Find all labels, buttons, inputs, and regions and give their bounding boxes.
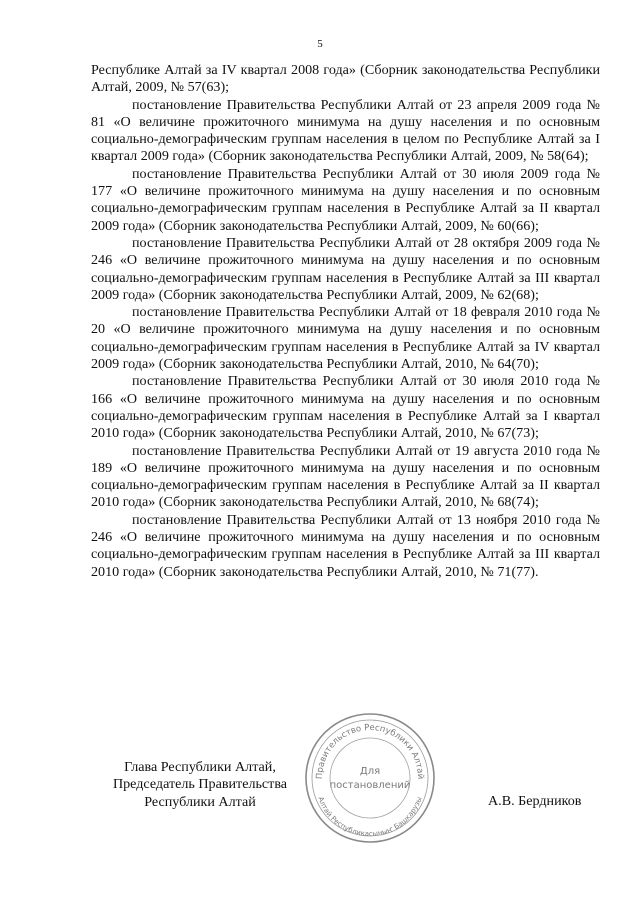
signatory-title-line: Республики Алтай — [144, 793, 256, 810]
signatory-title-line: Председатель Правительства — [112, 776, 288, 793]
paragraph: постановление Правительства Республики Алтай от 23 апреля 2009 года № 81 «О величине прожиточного минимума на душу населения и по основным социально-демографическим группам населения в целом по Республике Алтай за I квартал 2009 года» (Сборник законодательства Республики Алтай, 2009, № 58(64); — [91, 96, 600, 165]
official-seal — [302, 710, 438, 846]
signatory-title — [100, 759, 300, 811]
paragraph: постановление Правительства Республики Алтай от 30 июля 2009 года № 177 «О величине прожиточного минимума на душу населения и по основным социально-демографическим группам населения в Республике Алтай за II квартал 2009 года» (Сборник законодательства Республики Алтай, 2009, № 60(66); — [91, 165, 600, 234]
paragraph: постановление Правительства Республики Алтай от 28 октября 2009 года № 246 «О величине прожиточного минимума на душу населения и по основным социально-демографическим группам населения в Республике Алтай за III квартал 2009 года» (Сборник законодательства Республики Алтай, 2009, № 62(68); — [91, 234, 600, 303]
paragraph: постановление Правительства Республики Алтай от 13 ноября 2010 года № 246 «О величине прожиточного минимума на душу населения и по основным социально-демографическим группам населения в Республике Алтай за III квартал 2010 года» (Сборник законодательства Республики Алтай, 2010, № 71(77). — [91, 511, 600, 580]
document-body — [91, 62, 600, 581]
page-number: 5 — [317, 38, 323, 50]
paragraph: постановление Правительства Республики Алтай от 18 февраля 2010 года № 20 «О величине прожиточного минимума на душу населения и по основным социально-демографическим группам населения в Республике Алтай за IV квартал 2009 года» (Сборник законодательства Республики Алтай, 2010, № 64(70); — [91, 304, 600, 373]
seal-ring-text: Правительство Республики Алтай — [314, 722, 426, 780]
seal-center-text: Для — [359, 766, 381, 777]
seal-center-text: постановлений — [329, 780, 411, 791]
paragraph: постановление Правительства Республики Алтай от 30 июля 2010 года № 166 «О величине прожиточного минимума на душу населения и по основным социально-демографическим группам населения в Республике Алтай за I квартал 2010 года» (Сборник законодательства Республики Алтай, 2010, № 67(73); — [91, 373, 600, 442]
paragraph: Республике Алтай за IV квартал 2008 года» (Сборник законодательства Республики Алтай, 2009, № 57(63); — [91, 62, 600, 96]
paragraph: постановление Правительства Республики Алтай от 19 августа 2010 года № 189 «О величине прожиточного минимума на душу населения и по основным социально-демографическим группам населения в Республике Алтай за II квартал 2010 года» (Сборник законодательства Республики Алтай, 2010, № 68(74); — [91, 442, 600, 511]
signatory-name: А.В. Бердников — [488, 793, 582, 809]
seal-ring-text-lower: Алтай Республикасыныҥ Башкарузы — [316, 795, 424, 839]
signatory-title-line: Глава Республики Алтай, — [124, 759, 276, 775]
